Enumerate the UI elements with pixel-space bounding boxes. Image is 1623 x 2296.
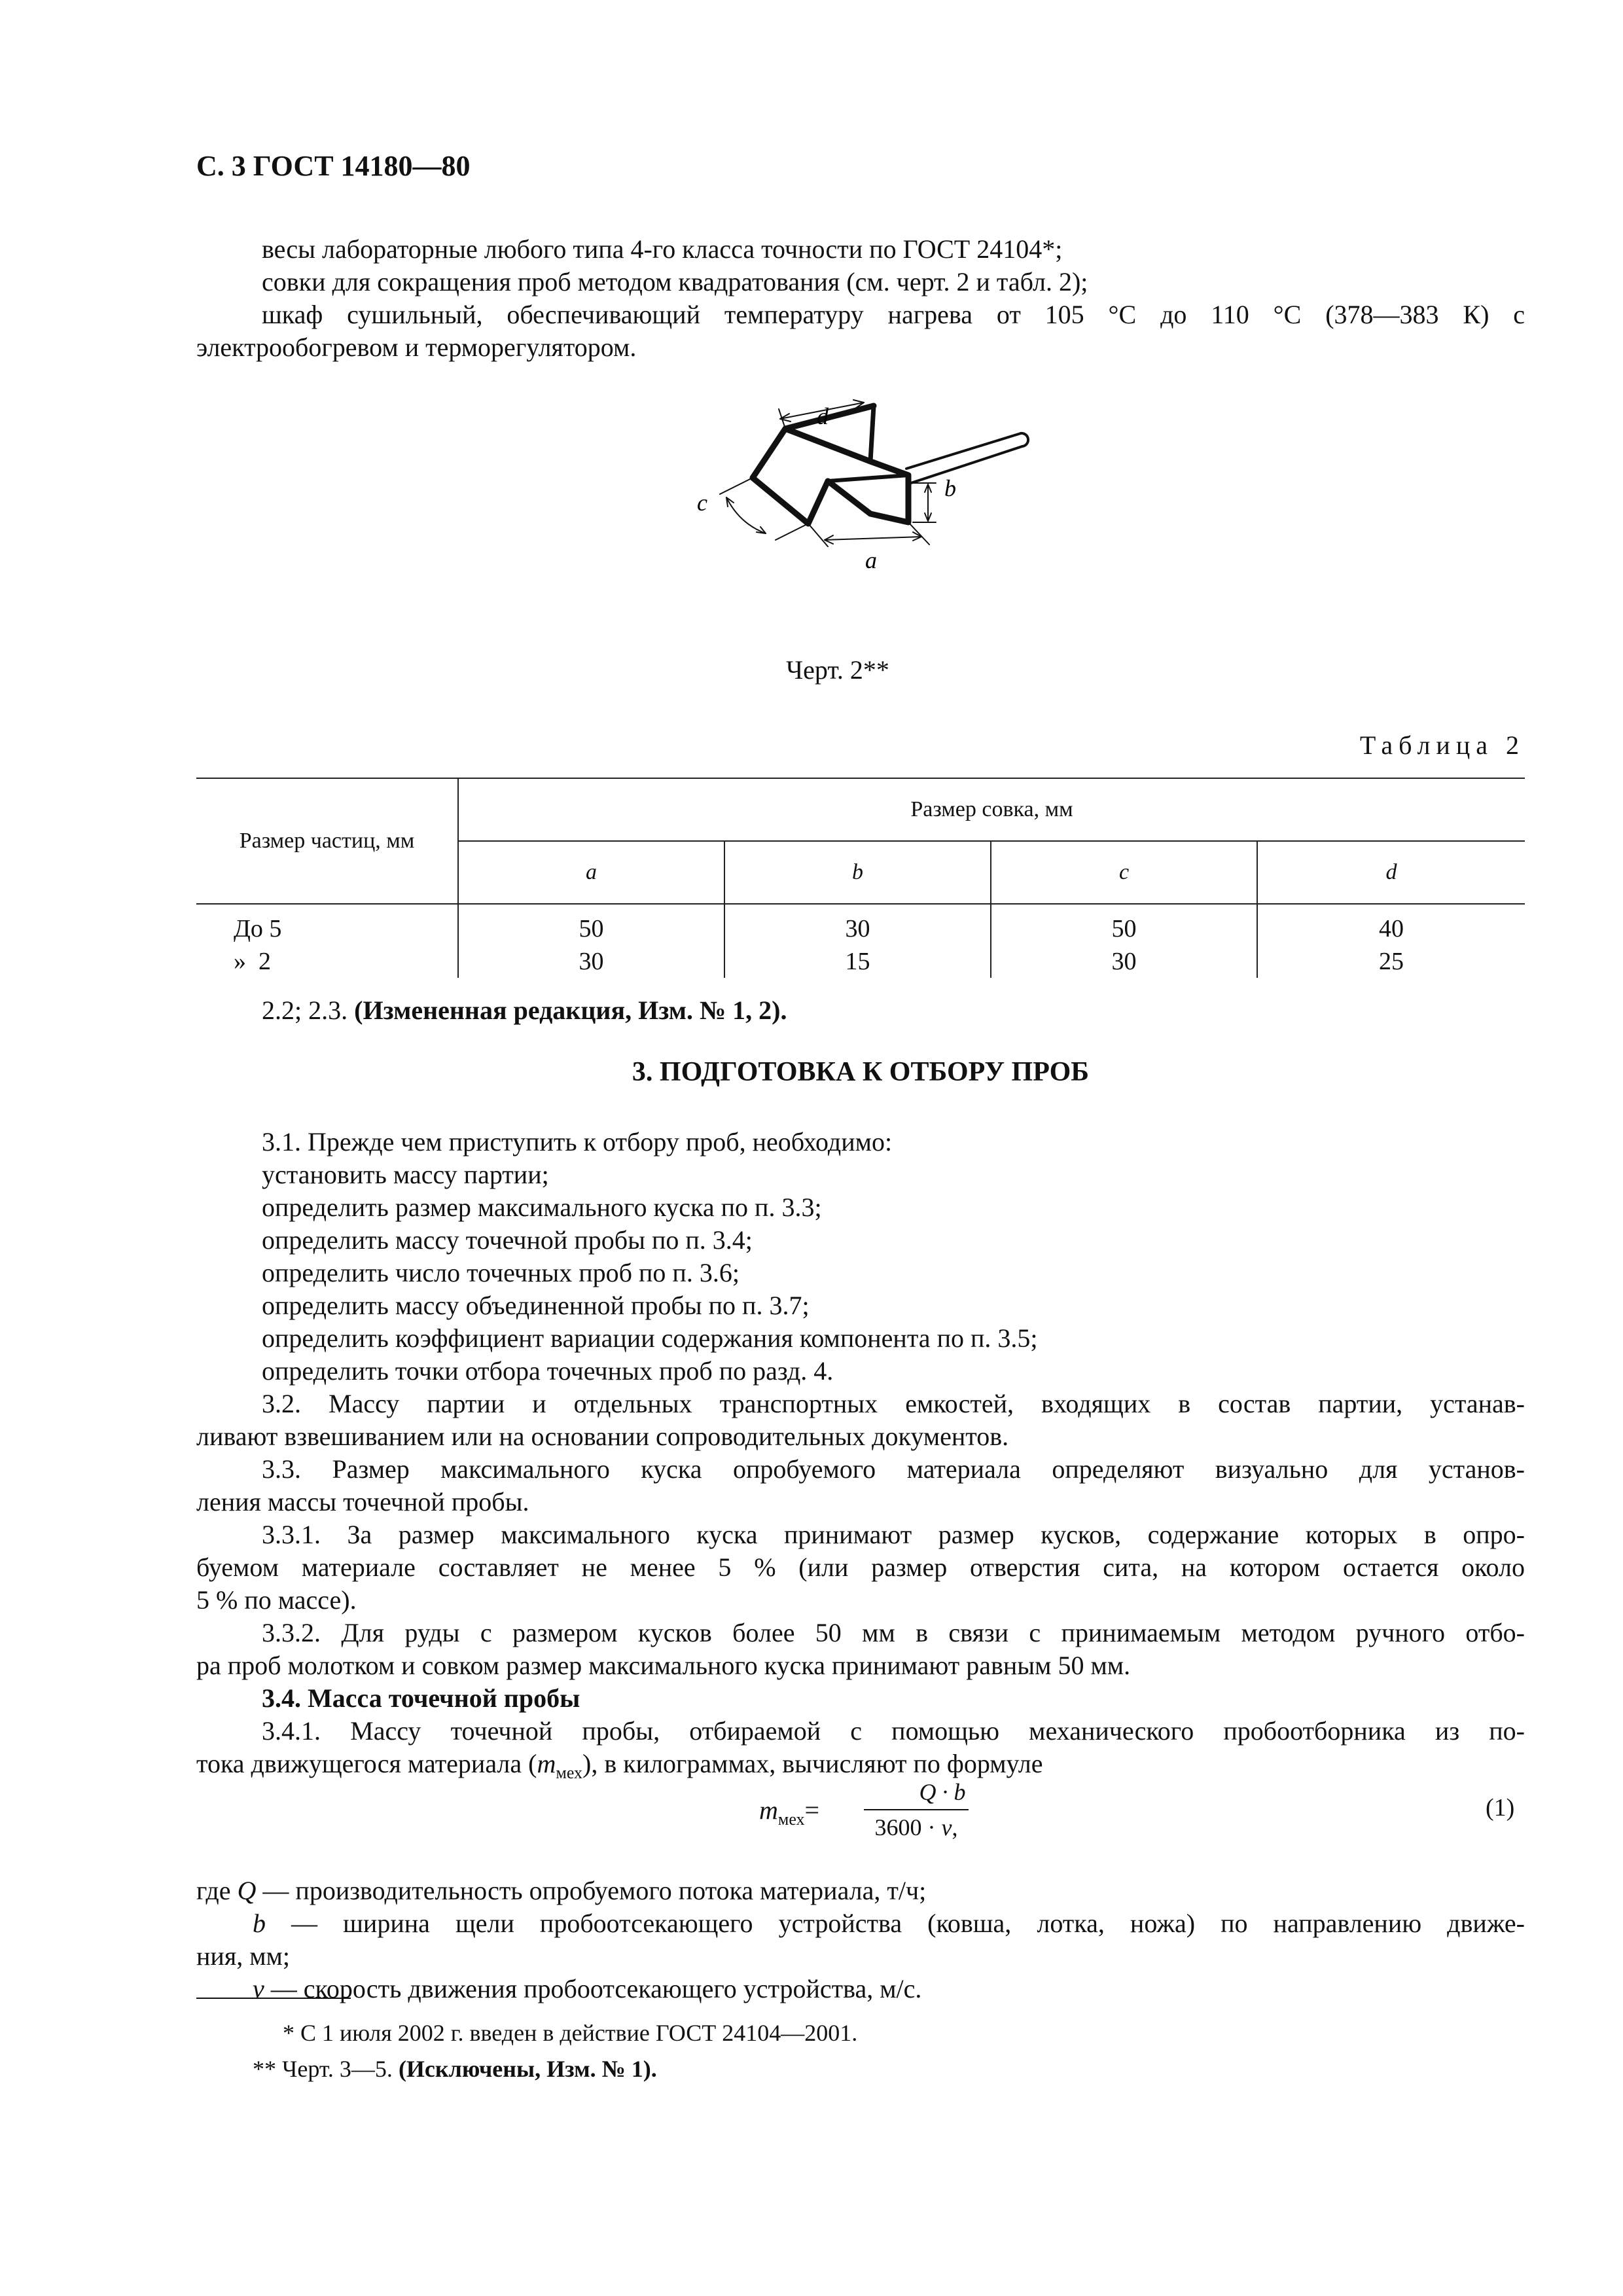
dim-label-b: b xyxy=(944,475,956,501)
para-3-4-1-line1: 3.4.1. Массу точечной пробы, отбираемой с помощью механического пробоотборника из по- xyxy=(262,1716,1525,1746)
table-row xyxy=(196,945,1525,978)
para-3-3-1-line3: 5 % по массе). xyxy=(196,1585,357,1615)
table-caption: Таблица 2 xyxy=(1359,730,1525,760)
table-row-label: До 5 xyxy=(234,915,282,942)
text-span: — ширина щели пробоотсекающего устройства (ковша, лотка, ножа) по направлению движе- xyxy=(266,1909,1525,1938)
page-header: С. 3 ГОСТ 14180—80 xyxy=(196,150,471,182)
footnote-divider xyxy=(196,1998,351,1999)
text-span: 3600 · xyxy=(874,1814,942,1840)
text-span: тока движущегося материала ( xyxy=(196,1749,537,1778)
text-span: — скорость движения пробоотсекающего устройства, м/с. xyxy=(264,1974,922,2003)
para-3-3-2-line2: ра проб молотком и совком размер максимального куска принимают равным 50 мм. xyxy=(196,1651,1131,1680)
var-q: Q xyxy=(237,1876,257,1905)
where-v xyxy=(253,1973,921,2005)
table-cell: 50 xyxy=(458,904,724,945)
para-3-3-1-line1: 3.3.1. За размер максимального куска принимают размер кусков, содержание которых в опро- xyxy=(262,1520,1525,1549)
intro-line-oven: шкаф сушильный, обеспечивающий температуру нагрева от 105 °С до 110 °С (378—383 К) с xyxy=(262,300,1525,329)
amendment-prefix: 2.2; 2.3. xyxy=(262,996,348,1025)
section-title: 3. ПОДГОТОВКА К ОТБОРУ ПРОБ xyxy=(632,1057,1090,1087)
table-cell: 25 xyxy=(1257,945,1525,978)
list-item: определить коэффициент вариации содержания компонента по п. 3.5; xyxy=(262,1323,1038,1353)
where-b xyxy=(253,1907,1525,1973)
var-v: v xyxy=(941,1814,952,1840)
var-b: b xyxy=(253,1909,266,1938)
intro-line-oven-cont: электрообогревом и терморегулятором. xyxy=(196,332,637,362)
formula-lhs xyxy=(759,1795,819,1829)
text-span: , xyxy=(952,1814,958,1840)
para-3-3-line2: ления массы точечной пробы. xyxy=(196,1487,529,1516)
text-span: — производительность опробуемого потока материала, т/ч; xyxy=(256,1876,927,1905)
var-m: m xyxy=(537,1749,556,1778)
table-cell: 40 xyxy=(1257,904,1525,945)
para-3-2-line1: 3.2. Массу партии и отдельных транспортных емкостей, входящих в состав партии, устанав- xyxy=(262,1389,1525,1418)
equals-sign: = xyxy=(804,1795,820,1825)
where-b-cont: ния, мм; xyxy=(196,1941,290,1971)
table-col-header: a xyxy=(458,841,724,904)
table-cell: 30 xyxy=(991,945,1257,978)
dim-label-a: a xyxy=(865,547,877,573)
scoop-drawing xyxy=(674,399,1041,622)
amendment-note xyxy=(262,994,787,1027)
var-v: v xyxy=(253,1974,264,2003)
table-cell: 30 xyxy=(458,945,724,978)
dim-label-c: c xyxy=(697,490,707,516)
table-row-label: » 2 xyxy=(234,948,271,975)
list-item: определить точки отбора точечных проб по разд. 4. xyxy=(262,1356,834,1386)
para-3-1-intro: 3.1. Прежде чем приступить к отбору проб, необходимо: xyxy=(262,1127,893,1157)
para-3-2-line2: ливают взвешиванием или на основании сопроводительных документов. xyxy=(196,1422,1009,1451)
text-span: ), в килограммах, вычисляют по формуле xyxy=(582,1749,1043,1778)
table-cell: 15 xyxy=(724,945,991,978)
figure-caption: Черт. 2** xyxy=(786,655,889,685)
text-span: где xyxy=(196,1876,238,1905)
var-sub: мех xyxy=(777,1810,805,1829)
table-col-header: b xyxy=(724,841,991,904)
para-3-4-title: 3.4. Масса точечной пробы xyxy=(262,1683,580,1713)
intro-line-scoops: совки для сокращения проб методом квадратования (см. черт. 2 и табл. 2); xyxy=(262,267,1088,296)
para-3-3-2-line1: 3.3.2. Для руды с размером кусков более 50 мм в связи с принимаемым методом ручного отбо- xyxy=(262,1618,1525,1647)
list-item: определить число точечных проб по п. 3.6; xyxy=(262,1258,740,1287)
table-col-header: c xyxy=(991,841,1257,904)
dim-label-d: d xyxy=(817,403,829,429)
formula-fraction xyxy=(844,1775,1041,1844)
para-3-3-line1: 3.3. Размер максимального куска опробуемого материала определяют визуально для установ- xyxy=(262,1454,1525,1484)
where-q xyxy=(196,1874,926,1907)
table-group-header: Размер совка, мм xyxy=(458,778,1525,841)
list-item: определить размер максимального куска по п. 3.3; xyxy=(262,1193,822,1222)
table-row xyxy=(196,904,1525,945)
list-item: установить массу партии; xyxy=(262,1160,549,1189)
equation-number: (1) xyxy=(1486,1794,1515,1821)
text-span: ** Черт. 3—5. xyxy=(253,2056,399,2082)
text-bold: (Исключены, Изм. № 1). xyxy=(398,2056,657,2082)
formula-numerator: Q · b xyxy=(919,1779,966,1805)
footnote-1: * С 1 июля 2002 г. введен в действие ГОСТ 24104—2001. xyxy=(283,2020,858,2046)
scoop-size-table xyxy=(196,778,1525,978)
table-cell: 50 xyxy=(991,904,1257,945)
formula-denominator xyxy=(844,1810,988,1844)
list-item: определить массу точечной пробы по п. 3.4; xyxy=(262,1225,753,1255)
table-col-header: d xyxy=(1257,841,1525,904)
para-3-3-1-line2: буемом материале составляет не менее 5 % (или размер отверстия сита, на котором остается около xyxy=(196,1552,1525,1582)
amendment-bold: (Измененная редакция, Изм. № 1, 2). xyxy=(354,996,787,1025)
table-cell: 30 xyxy=(724,904,991,945)
intro-line-scales: весы лабораторные любого типа 4-го класса точности по ГОСТ 24104*; xyxy=(262,234,1063,264)
list-item: определить массу объединенной пробы по п. 3.7; xyxy=(262,1291,810,1320)
table-row-header: Размер частиц, мм xyxy=(196,778,458,904)
var-m: m xyxy=(759,1795,778,1825)
var-sub: мех xyxy=(556,1763,583,1782)
footnote-2 xyxy=(253,2055,657,2083)
